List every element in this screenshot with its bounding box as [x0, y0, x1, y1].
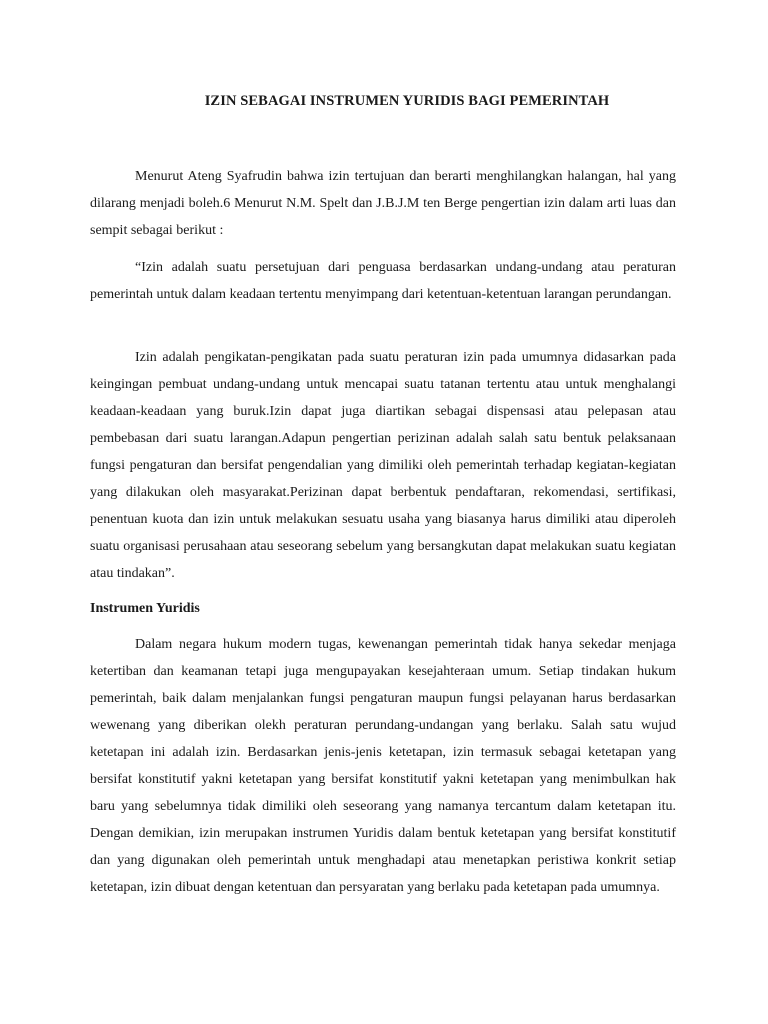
document-title: IZIN SEBAGAI INSTRUMEN YURIDIS BAGI PEMERINTAH	[204, 93, 610, 109]
paragraph-quote-start: “Izin adalah suatu persetujuan dari penguasa berdasarkan undang-undang atau peraturan pemerintah untuk dalam keadaan tertentu menyimpang dari ketentuan-ketentuan larangan perundangan.	[90, 260, 676, 302]
paragraph-definition-intro: Menurut Ateng Syafrudin bahwa izin tertujuan dan berarti menghilangkan halangan, hal yang dilarang menjadi boleh.6 Menurut N.M. Spelt dan J.B.J.M ten Berge pengertian izin dalam arti luas dan sempit sebagai berikut :	[90, 169, 676, 238]
paragraph-instrumen-yuridis: Dalam negara hukum modern tugas, kewenangan pemerintah tidak hanya sekedar menjaga ketertiban dan keamanan tetapi juga mengupayakan kesejahteraan umum. Setiap tindakan hukum pemerintah, baik dalam menjalankan fungsi pengaturan maupun fungsi pelayanan harus berdasarkan wewenang yang diberikan olekh peraturan perundang-undangan yang berlaku. Salah satu wujud ketetapan ini adalah izin. Berdasarkan jenis-jenis ketetapan, izin termasuk sebagai ketetapan yang bersifat konstitutif yakni ketetapan yang bersifat konstitutif yakni ketetapan yang menimbulkan hak baru yang sebelumnya tidak dimiliki oleh seseorang yang namanya tercantum dalam ketetapan itu. Dengan demikian, izin merupakan instrumen Yuridis dalam bentuk ketetapan yang bersifat konstitutif dan yang digunakan oleh pemerintah untuk menghadapi atau menetapkan peristiwa konkrit setiap ketetapan, izin dibuat dengan ketentuan dan persyaratan yang berlaku pada ketetapan pada umumnya.	[90, 637, 676, 895]
paragraph-quote-continued: Izin adalah pengikatan-pengikatan pada suatu peraturan izin pada umumnya didasarkan pada keingingan pembuat undang-undang untuk mencapai suatu tatanan tertentu atau untuk menghalangi keadaan-keadaan yang buruk.Izin dapat juga diartikan sebagai dispensasi atau pelepasan atau pembebasan dari suatu larangan.Adapun pengertian perizinan adalah salah satu bentuk pelaksanaan fungsi pengaturan dan bersifat pengendalian yang dimiliki oleh pemerintah terhadap kegiatan-kegiatan yang dilakukan oleh masyarakat.Perizinan dapat berbentuk pendaftaran, rekomendasi, sertifikasi, penentuan kuota dan izin untuk melakukan sesuatu usaha yang biasanya harus dimiliki atau diperoleh suatu organisasi perusahaan atau seseorang sebelum yang bersangkutan dapat melakukan suatu kegiatan atau tindakan”.	[90, 350, 676, 581]
section-heading-instrumen-yuridis: Instrumen Yuridis	[90, 601, 200, 616]
